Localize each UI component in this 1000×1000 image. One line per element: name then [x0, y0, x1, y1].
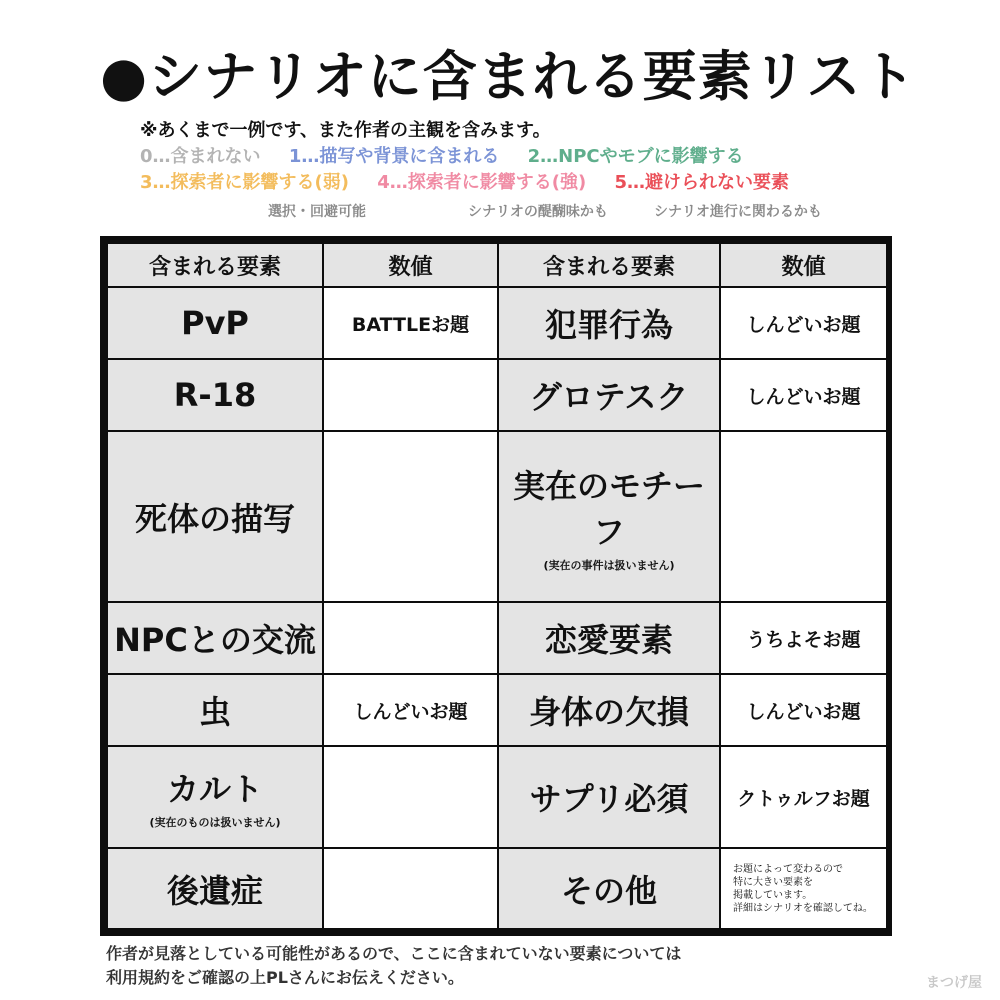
table-row [107, 602, 887, 674]
value-cell: しんどいお題 [720, 674, 887, 746]
element-cell [107, 602, 323, 674]
other-note-line: お題によって変わるので [733, 863, 843, 875]
legend-row-1 [140, 144, 811, 170]
legend-sub-3: 選択・回避可能 [268, 204, 366, 220]
element-cell [498, 674, 720, 746]
element-cell [498, 359, 720, 431]
table-header-row [107, 243, 887, 287]
legend-level-1: 1…描写や背景に含まれる [288, 146, 500, 167]
element-label: その他 [560, 871, 657, 910]
element-label: 犯罪行為 [544, 306, 673, 344]
brand-watermark: まつげ屋 [926, 975, 982, 991]
header-value-left: 数値 [323, 243, 498, 287]
value-cell [323, 602, 498, 674]
value-cell: うちよそお題 [720, 602, 887, 674]
element-label: PvP [181, 304, 249, 342]
legend-sub-4: シナリオの醍醐味かも [468, 204, 608, 220]
footer-line-1: 作者が見落としている可能性があるので、ここに含まれていない要素については [106, 944, 682, 963]
element-cell [498, 746, 720, 848]
table-row [107, 359, 887, 431]
value-cell: しんどいお題 [323, 674, 498, 746]
element-label: カルト [166, 770, 263, 808]
element-label: グロテスク [529, 378, 689, 416]
other-note-line: 特に大きい要素を [733, 876, 813, 888]
other-note-cell [720, 848, 887, 929]
legend-level-3: 3…探索者に影響する(弱) [140, 172, 349, 193]
element-note: (実在のものは扱いません) [149, 816, 281, 829]
legend [140, 118, 811, 196]
value-cell [323, 359, 498, 431]
table-row [107, 674, 887, 746]
element-cell [107, 287, 323, 359]
element-label: R-18 [173, 376, 257, 414]
element-label: NPCとの交流 [114, 621, 316, 659]
element-cell [107, 431, 323, 602]
legend-row-2 [140, 170, 811, 196]
element-label: 後遺症 [166, 871, 263, 910]
element-table-frame [100, 236, 892, 936]
other-note-line: 掲載しています。 [733, 889, 813, 901]
element-cell [498, 848, 720, 929]
legend-sub-5: シナリオ進行に関わるかも [654, 204, 822, 220]
element-cell [498, 431, 720, 602]
value-cell [323, 848, 498, 929]
legend-level-5: 5…避けられない要素 [614, 172, 790, 193]
legend-level-2: 2…NPCやモブに影響する [527, 146, 744, 167]
value-cell [720, 431, 887, 602]
value-cell [323, 746, 498, 848]
table-row [107, 746, 887, 848]
footer-line-2: 利用規約をご確認の上PLさんにお伝えください。 [106, 968, 464, 987]
header-element-left: 含まれる要素 [107, 243, 323, 287]
element-label: 恋愛要素 [544, 621, 673, 659]
element-cell [498, 287, 720, 359]
element-note: (実在の事件は扱いません) [543, 558, 675, 572]
other-note-line: 詳細はシナリオを確認してね。 [733, 902, 873, 914]
element-label: 虫 [198, 693, 231, 731]
element-table [106, 242, 888, 930]
legend-level-4: 4…探索者に影響する(強) [377, 172, 587, 193]
element-cell [498, 602, 720, 674]
element-cell [107, 674, 323, 746]
value-cell: しんどいお題 [720, 287, 887, 359]
header-value-right: 数値 [720, 243, 887, 287]
table-row [107, 287, 887, 359]
element-label: 実在のモチーフ [512, 466, 705, 551]
table-row [107, 848, 887, 929]
value-cell: クトゥルフお題 [720, 746, 887, 848]
footer-note [106, 942, 681, 990]
page-title: ●シナリオに含まれる要素リスト [100, 45, 917, 108]
legend-level-0: 0…含まれない [140, 146, 261, 167]
value-cell: しんどいお題 [720, 359, 887, 431]
element-cell [107, 848, 323, 929]
disclaimer-note: ※あくまで一例です、また作者の主観を含みます。 [140, 120, 551, 141]
table-row [107, 431, 887, 602]
value-cell [323, 431, 498, 602]
element-label: サプリ必須 [529, 780, 689, 818]
element-label: 身体の欠損 [528, 693, 689, 731]
element-cell [107, 746, 323, 848]
value-cell: BATTLEお題 [323, 287, 498, 359]
element-label: 死体の描写 [134, 499, 295, 538]
element-cell [107, 359, 323, 431]
header-element-right: 含まれる要素 [498, 243, 720, 287]
